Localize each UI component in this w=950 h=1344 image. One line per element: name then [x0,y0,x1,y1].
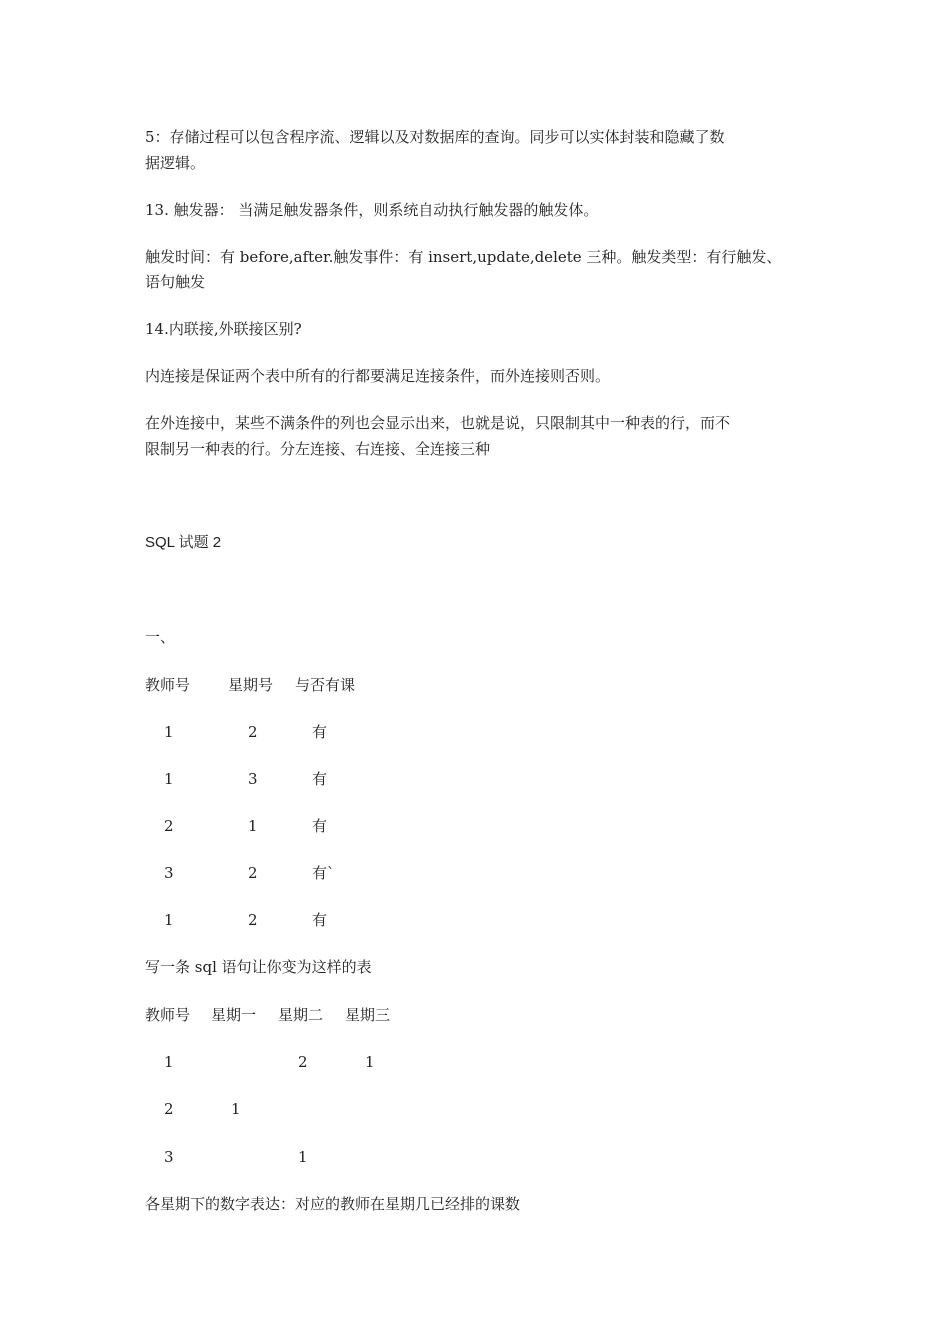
table-header-cell: 与否有课 [295,676,356,694]
table-cell: 2 [298,1053,308,1071]
table-header-cell: 星期三 [345,1006,391,1024]
paragraph-stored-procedure-line2: 据逻辑。 [145,154,206,172]
table-cell: 2 [248,864,258,882]
paragraph-outer-join-line2: 限制另一种表的行。分左连接、右连接、全连接三种 [145,440,491,458]
paragraph-trigger-details-line2: 语句触发 [145,273,206,291]
table-cell: 1 [164,770,174,788]
table-cell: 3 [164,1148,174,1166]
table-cell: 1 [164,723,174,741]
table-cell: 1 [231,1100,241,1118]
table-header-cell: 教师号 [145,1006,191,1024]
table-cell: 1 [365,1053,375,1071]
table-cell: 2 [248,723,258,741]
table-cell: 1 [248,817,258,835]
paragraph-trigger-details-line1: 触发时间：有 before,after.触发事件：有 insert,update,delete 三种。触发类型：有行触发、 [145,248,782,266]
paragraph-inner-join: 内连接是保证两个表中所有的行都要满足连接条件，而外连接则否则。 [145,367,611,385]
table-cell: 2 [164,817,174,835]
table-header-cell: 星期号 [228,676,274,694]
instruction-text: 写一条 sql 语句让你变为这样的表 [145,958,372,976]
footer-note: 各星期下的数字表达：对应的教师在星期几已经排的课数 [145,1195,521,1213]
table-cell: 有 [312,911,328,929]
table-cell: 有 [312,817,328,835]
table-cell: 有 [312,723,328,741]
section-title: SQL 试题 2 [145,534,222,551]
paragraph-join-question: 14.内联接,外联接区别? [145,320,302,338]
table-header-cell: 教师号 [145,676,191,694]
paragraph-trigger-definition: 13. 触发器： 当满足触发器条件，则系统自动执行触发器的触发体。 [145,201,599,219]
item-one-label: 一、 [145,628,176,646]
table-cell: 有` [312,864,335,882]
paragraph-outer-join-line1: 在外连接中，某些不满条件的列也会显示出来，也就是说，只限制其中一种表的行，而不 [145,414,731,432]
table-cell: 有 [312,770,328,788]
table-cell: 2 [164,1100,174,1118]
table-cell: 1 [164,911,174,929]
table-cell: 2 [248,911,258,929]
table-header-cell: 星期一 [211,1006,257,1024]
table-cell: 3 [164,864,174,882]
table-cell: 1 [298,1148,308,1166]
table-header-cell: 星期二 [278,1006,324,1024]
table-cell: 1 [164,1053,174,1071]
paragraph-stored-procedure-line1: 5：存储过程可以包含程序流、逻辑以及对数据库的查询。同步可以实体封装和隐藏了数 [145,128,725,146]
table-cell: 3 [248,770,258,788]
